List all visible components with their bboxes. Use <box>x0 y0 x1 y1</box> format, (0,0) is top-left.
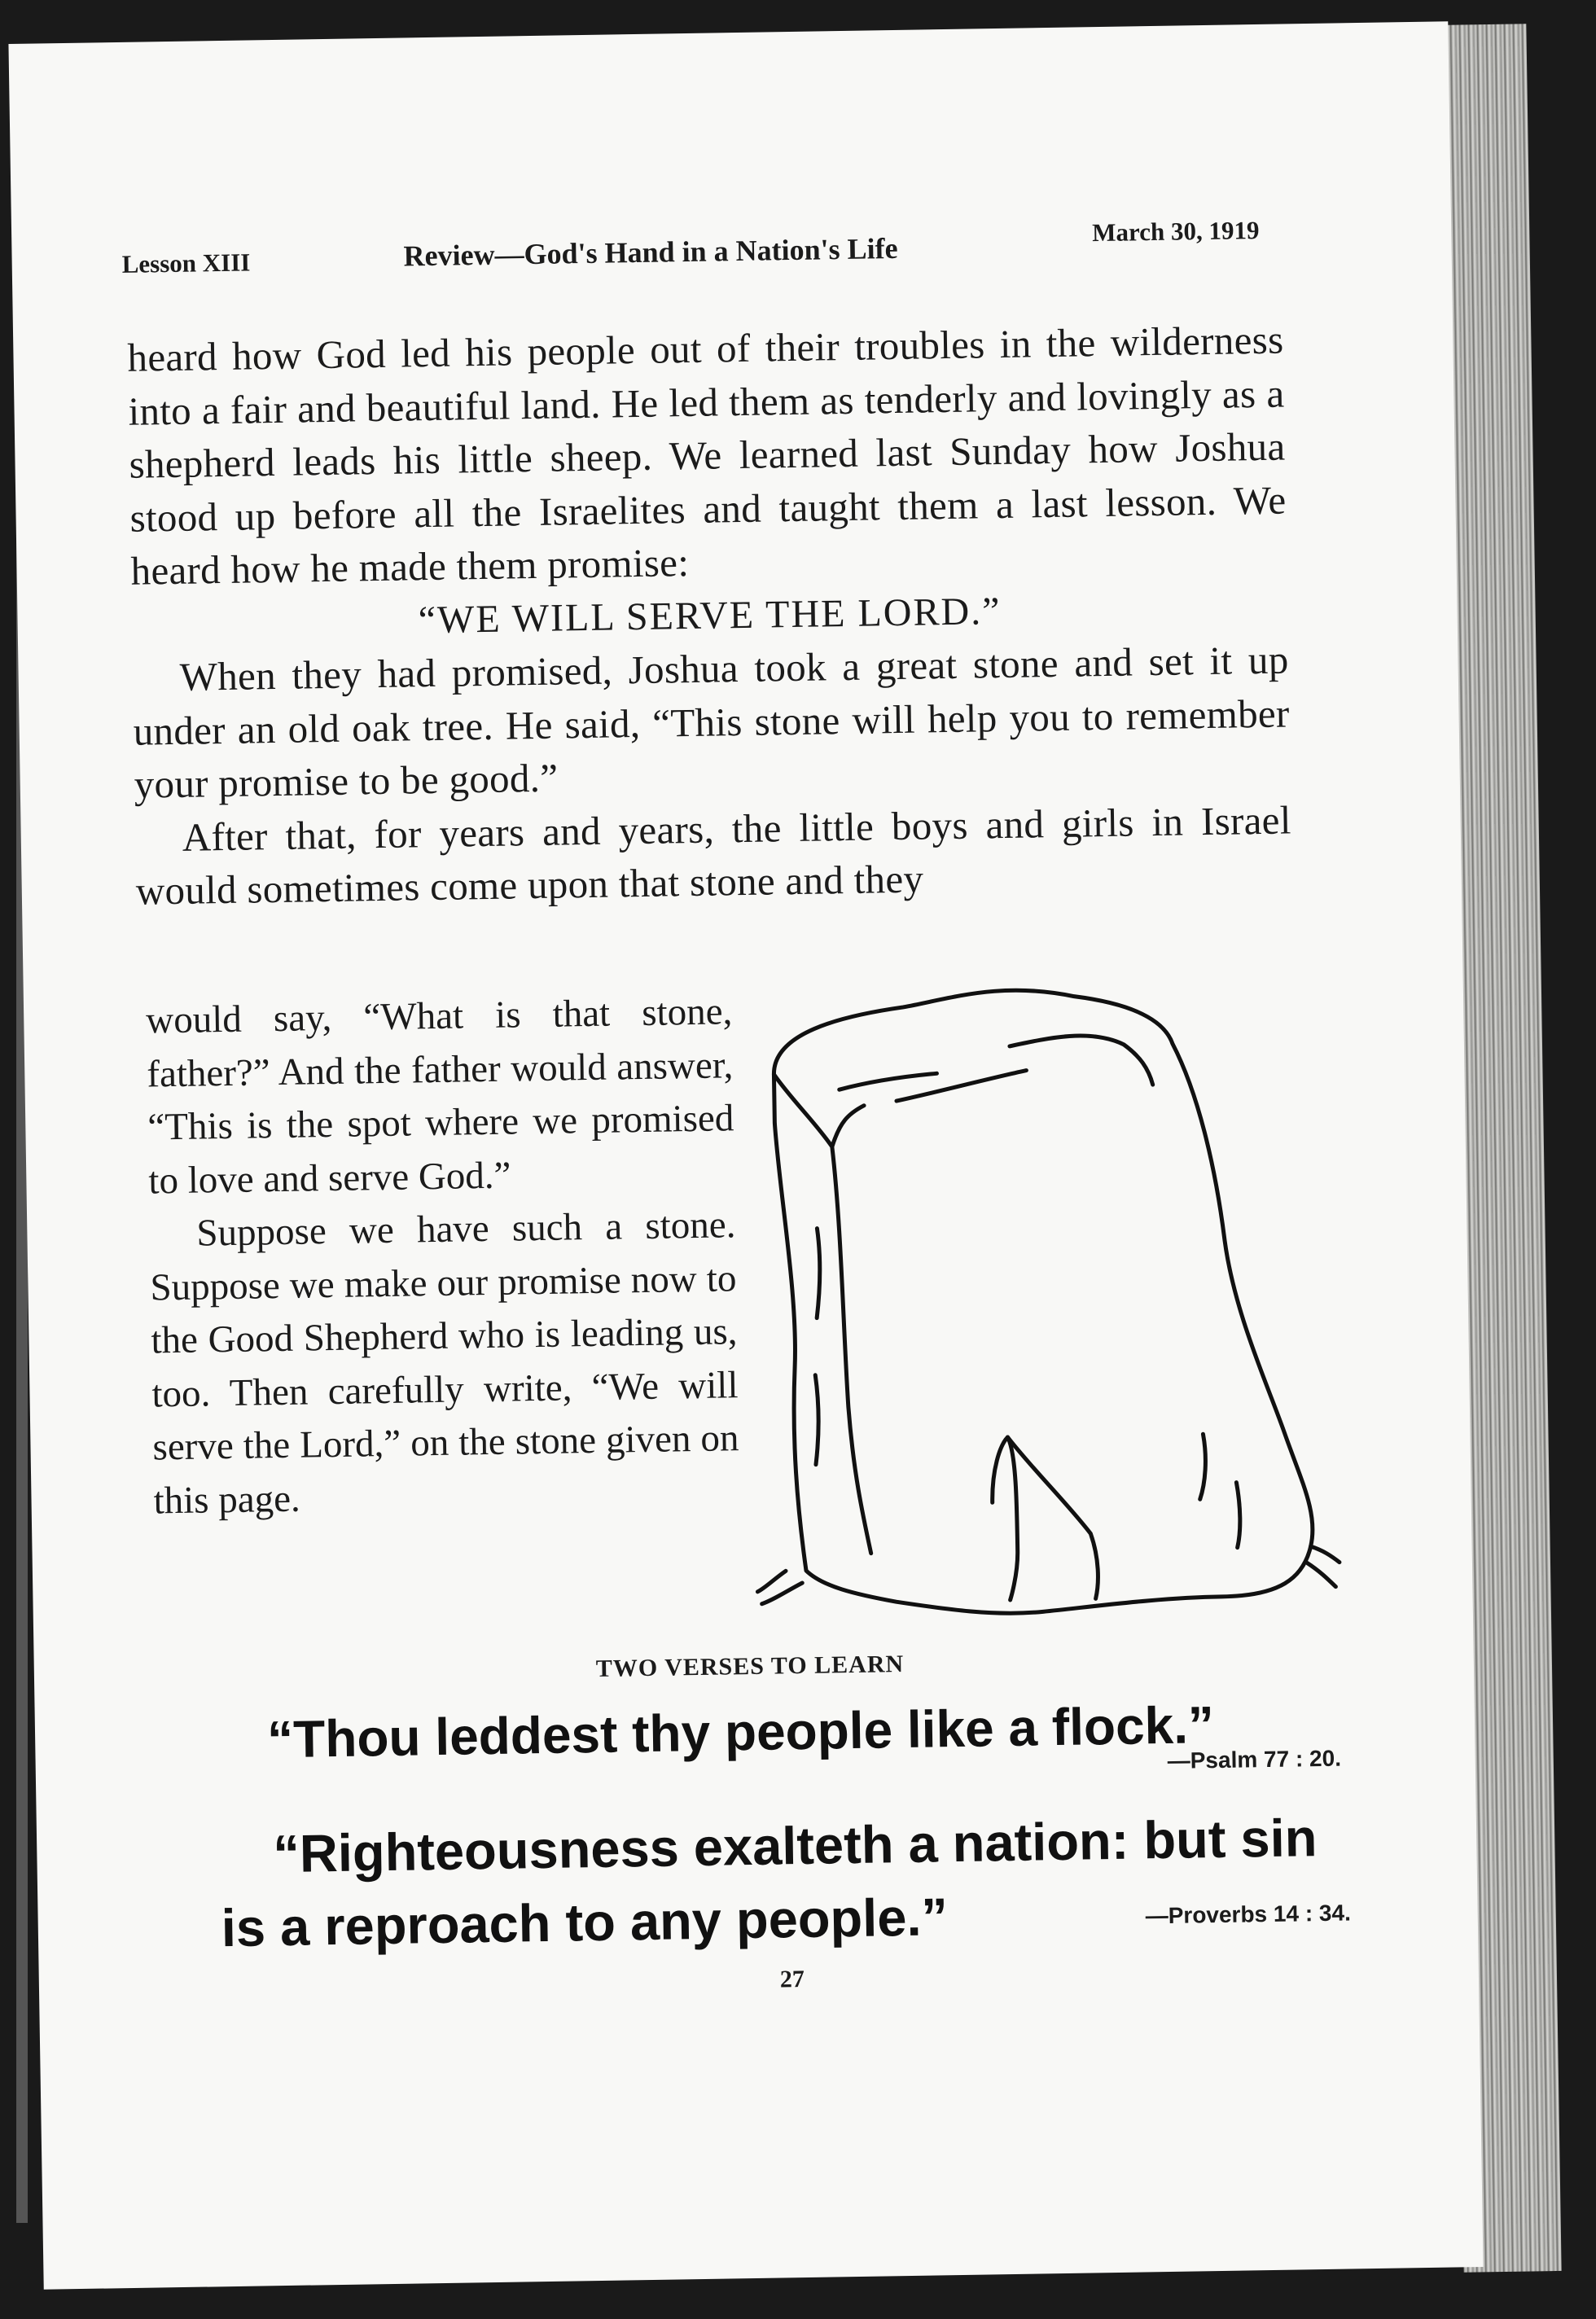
promise-heading: “WE WILL SERVE THE LORD.” <box>418 589 1002 642</box>
verses-heading: TWO VERSES TO LEARN <box>595 1650 905 1682</box>
paragraph-1: heard how God led his people out of their troubles in the wilderness into a fair and beautiful land. He led them as tenderly and lovingly as a shepherd leads his little sheep. We learned last Sunday how Joshua stood up before all the Israelites and taught them a last lesson. We heard how he made them promise: <box>127 317 1287 594</box>
standing-stone-illustration <box>740 975 1353 1637</box>
verse-proverbs-citation: —Proverbs 14 : 34. <box>1145 1900 1352 1929</box>
verse-proverbs-line-2: is a reproach to any people.” <box>221 1887 949 1958</box>
paragraph-3-continued: would say, “What is that stone, father?” And the father would answer, “This is the spot where we promised to love and serve God.” <box>145 990 734 1203</box>
lesson-date: March 30, 1919 <box>1091 215 1260 248</box>
main-text <box>127 313 1292 918</box>
page-number: 27 <box>779 1965 805 1993</box>
verse-psalm: “Thou leddest thy people like a flock.” <box>266 1695 1215 1769</box>
book-page <box>8 21 1483 2289</box>
wrapped-text-column <box>146 985 740 1528</box>
paragraph-4: Suppose we have such a stone. Suppose we make our promise now to the Good Shepherd who is leading us, too. Then carefully write, “We will serve the Lord,” on the stone given on this page. <box>150 1203 739 1522</box>
paragraph-2: When they had promised, Joshua took a great stone and set it up under an old oak tree. He said, “This stone will help you to remember your promise to be good.” <box>133 637 1290 807</box>
verse-proverbs-line-1: “Righteousness exalteth a nation: but sin <box>272 1808 1318 1884</box>
lesson-title: Review—God's Hand in a Nation's Life <box>403 231 898 273</box>
verse-psalm-citation: —Psalm 77 : 20. <box>1167 1745 1342 1773</box>
paragraph-3: After that, for years and years, the little boys and girls in Israel would sometimes come upon that stone and they <box>135 796 1292 914</box>
running-header <box>121 215 1327 283</box>
lesson-number: Lesson XIII <box>121 248 251 278</box>
